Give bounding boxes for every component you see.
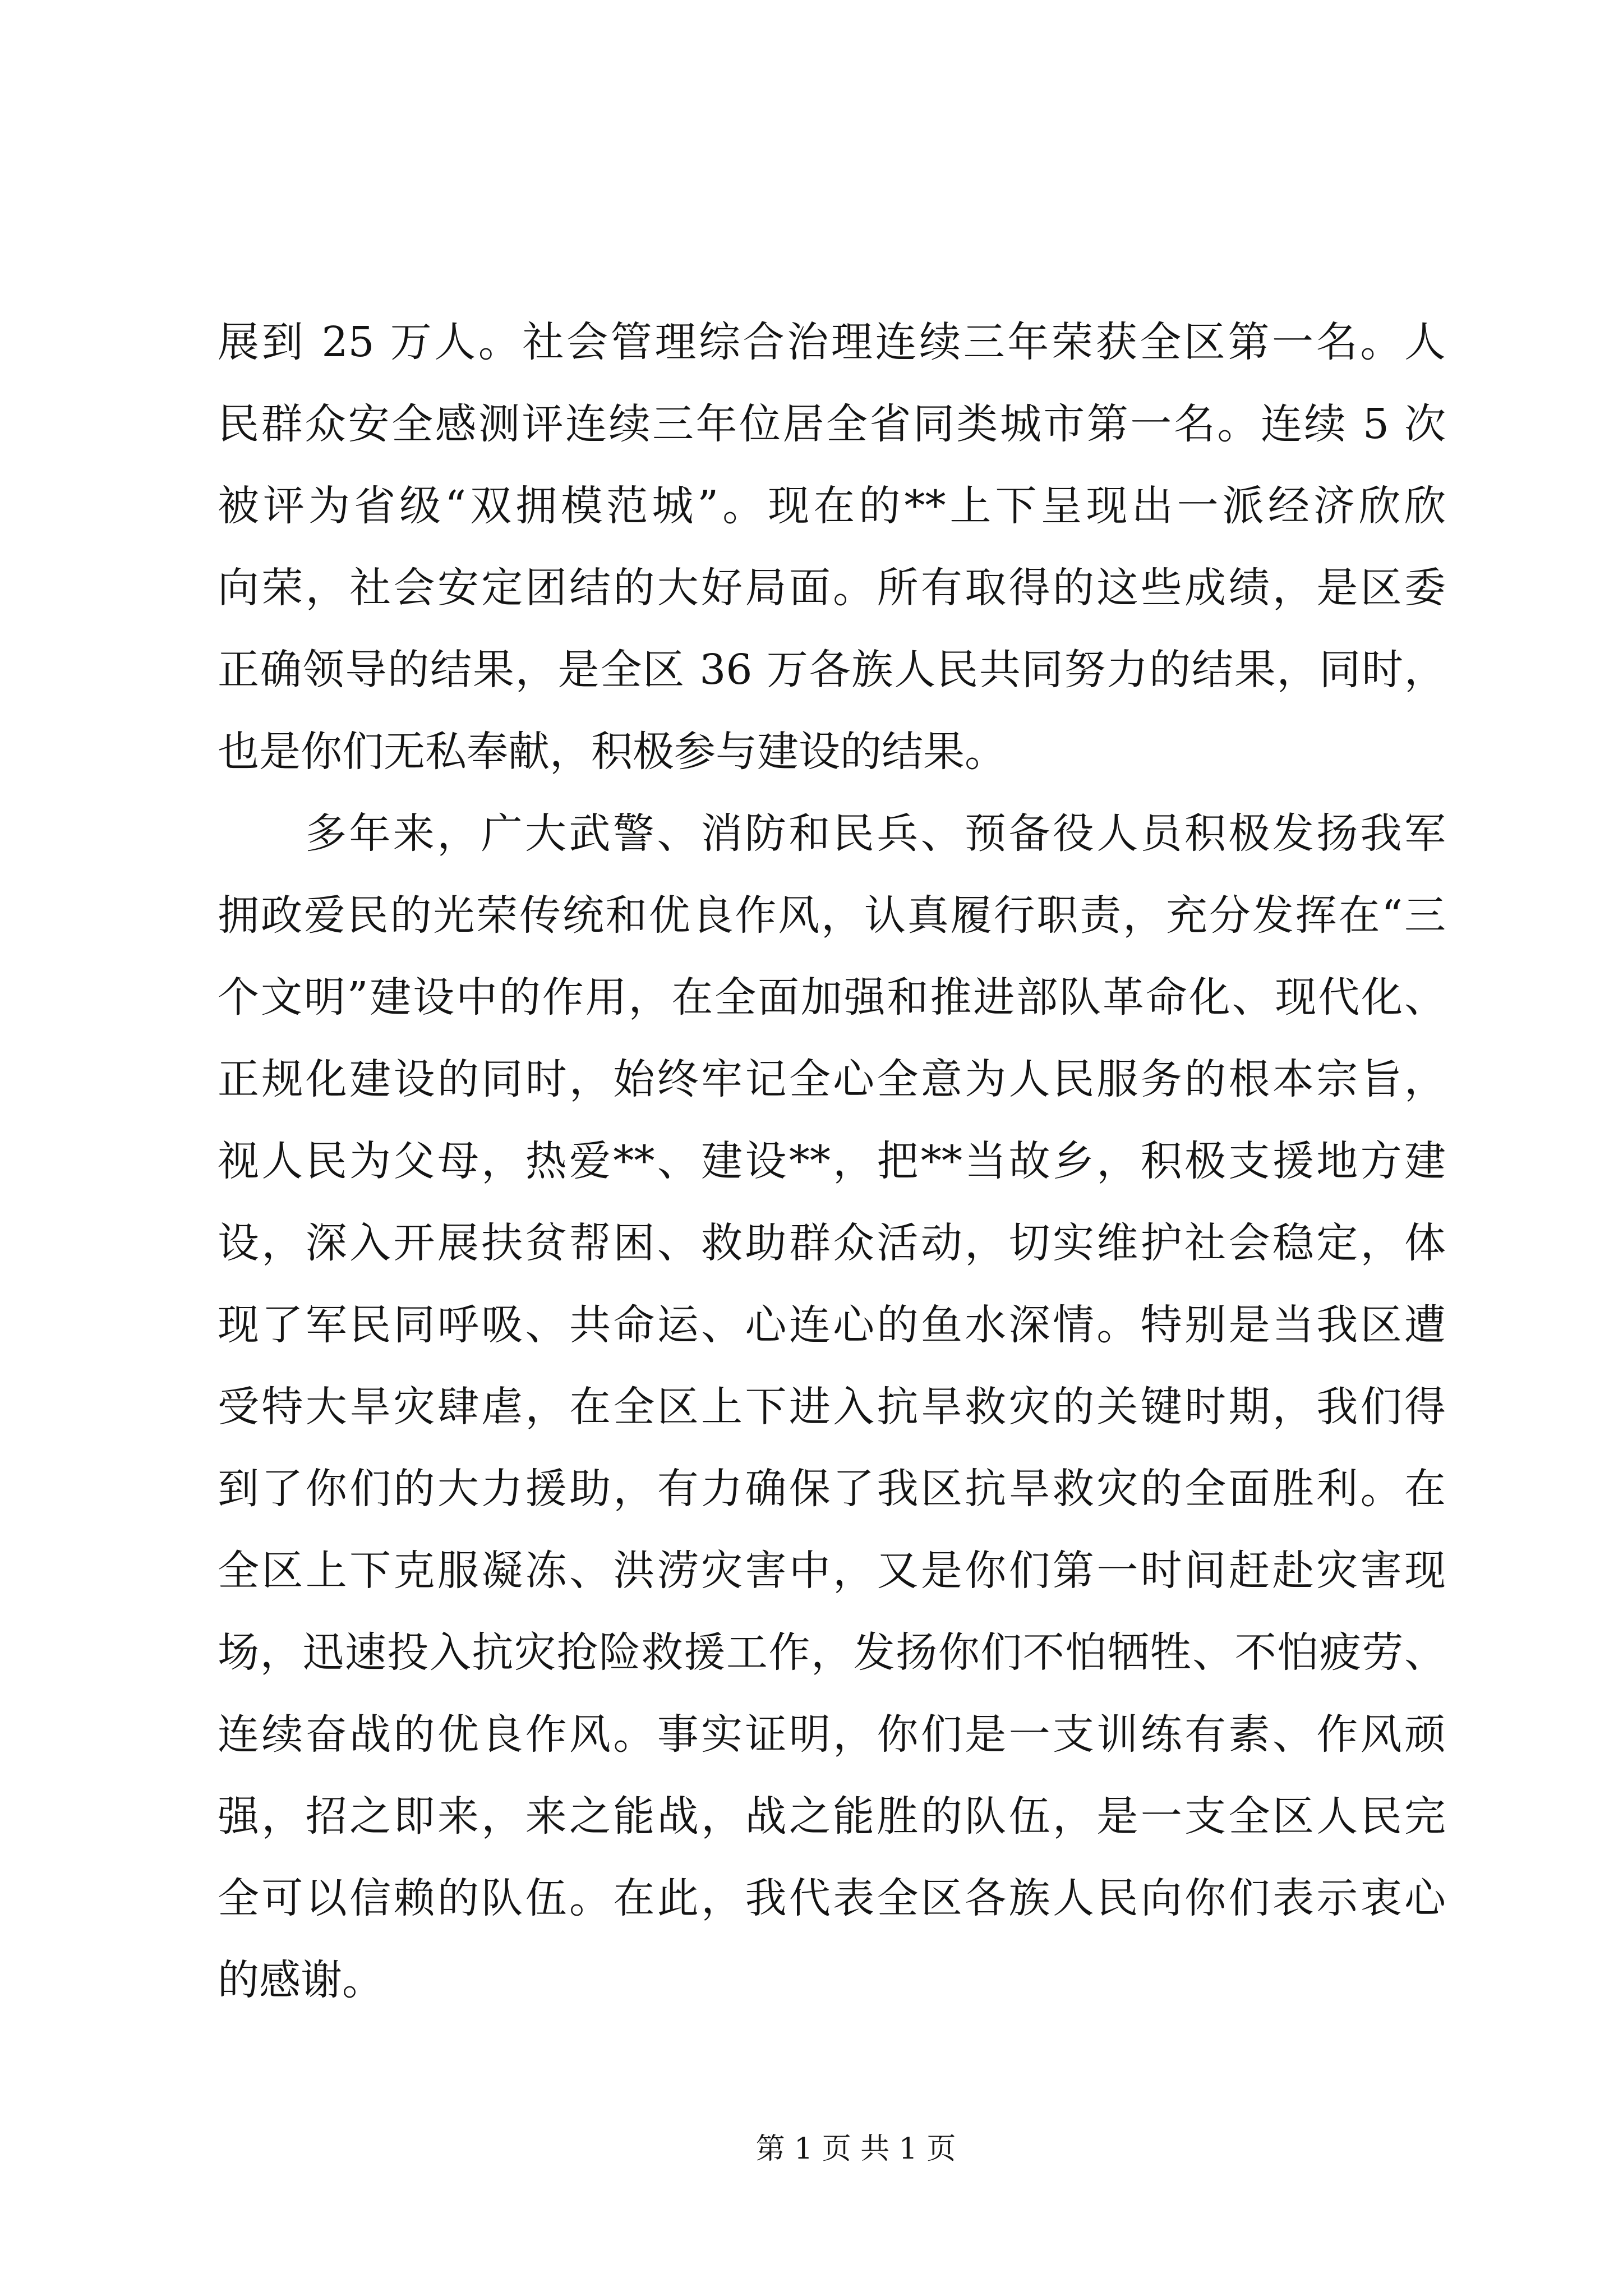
paragraph-1	[218, 301, 1446, 793]
text-line: 正规化建设的同时，始终牢记全心全意为人民服务的根本宗旨，	[218, 1055, 1446, 1103]
text-line: 的感谢。	[218, 1956, 384, 2004]
text-line: 全区上下克服凝冻、洪涝灾害中，又是你们第一时间赶赴灾害现	[218, 1547, 1446, 1595]
text-line: 场，迅速投入抗灾抢险救援工作，发扬你们不怕牺牲、不怕疲劳、	[218, 1628, 1446, 1677]
text-line: 视人民为父母，热爱**、建设**，把**当故乡，积极支援地方建	[218, 1137, 1446, 1185]
text-line: 连续奋战的优良作风。事实证明，你们是一支训练有素、作风顽	[218, 1710, 1446, 1759]
text-line: 受特大旱灾肆虐，在全区上下进入抗旱救灾的关键时期，我们得	[218, 1383, 1446, 1431]
text-line: 也是你们无私奉献，积极参与建设的结果。	[218, 728, 1006, 776]
text-line: 设，深入开展扶贫帮困、救助群众活动，切实维护社会稳定，体	[218, 1219, 1446, 1267]
text-line: 正确领导的结果，是全区 36 万各族人民共同努力的结果，同时，	[218, 646, 1446, 694]
text-line: 拥政爱民的光荣传统和优良作风，认真履行职责，充分发挥在“三	[218, 891, 1446, 940]
text-line: 展到 25 万人。社会管理综合治理连续三年荣获全区第一名。人	[218, 318, 1446, 366]
text-line: 向荣，社会安定团结的大好局面。所有取得的这些成绩，是区委	[218, 564, 1446, 612]
text-line: 个文明”建设中的作用，在全面加强和推进部队革命化、现代化、	[218, 973, 1446, 1022]
text-line: 现了军民同呼吸、共命运、心连心的鱼水深情。特别是当我区遭	[218, 1301, 1446, 1349]
text-line: 全可以信赖的队伍。在此，我代表全区各族人民向你们表示衷心	[218, 1874, 1446, 1922]
document-body	[218, 301, 1446, 2021]
page-footer	[631, 2129, 1080, 2169]
text-line: 强，招之即来，来之能战，战之能胜的队伍，是一支全区人民完	[218, 1792, 1446, 1841]
paragraph-2	[218, 793, 1446, 2021]
text-line: 民群众安全感测评连续三年位居全省同类城市第一名。连续 5 次	[218, 400, 1446, 448]
page-number-label: 第 1 页 共 1 页	[755, 2132, 956, 2166]
text-line: 到了你们的大力援助，有力确保了我区抗旱救灾的全面胜利。在	[218, 1465, 1446, 1513]
text-line: 多年来，广大武警、消防和民兵、预备役人员积极发扬我军	[305, 809, 1446, 858]
text-line: 被评为省级“双拥模范城”。现在的**上下呈现出一派经济欣欣	[218, 482, 1446, 530]
